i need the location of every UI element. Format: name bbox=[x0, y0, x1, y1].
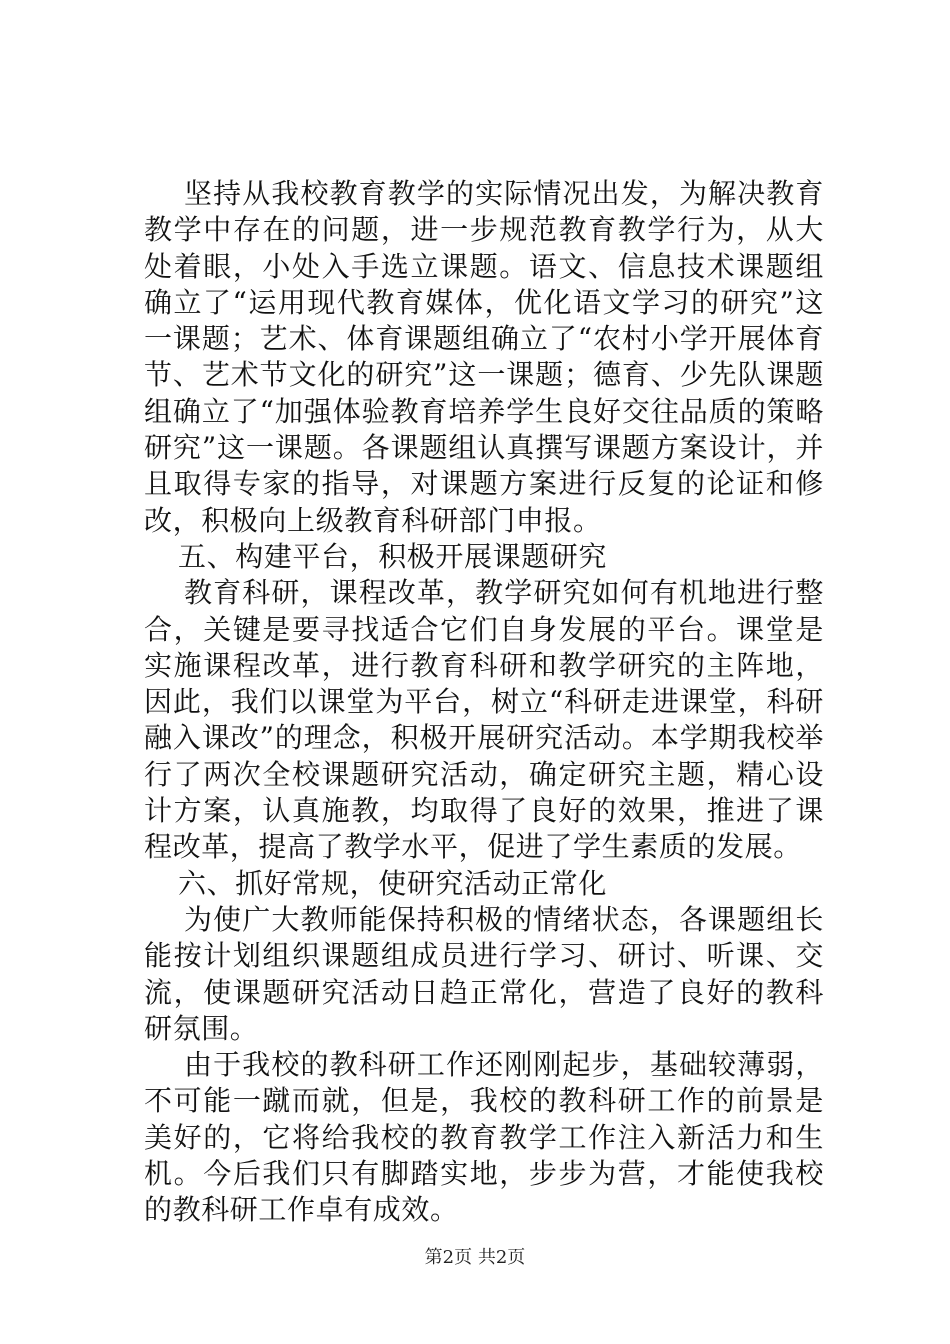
paragraph-conclusion: 由于我校的教科研工作还刚刚起步，基础较薄弱，不可能一蹴而就，但是，我校的教科研工作的前景是美好的，它将给我校的教育教学工作注入新活力和生机。今后我们只有脚踏实地，步步为营，才能使我校的教科研工作卓有成效。 bbox=[144, 1048, 824, 1227]
paragraph-topic-selection: 坚持从我校教育教学的实际情况出发，为解决教育教学中存在的问题，进一步规范教育教学行为，从大处着眼，小处入手选立课题。语文、信息技术课题组确立了“运用现代教育媒体，优化语文学习的研究”这一课题；艺术、体育课题组确立了“农村小学开展体育节、艺术节文化的研究”这一课题；德育、少先队课题组确立了“加强体验教育培养学生良好交往品质的策略研究”这一课题。各课题组认真撰写课题方案设计，并且取得专家的指导，对课题方案进行反复的论证和修改，积极向上级教育科研部门申报。 bbox=[144, 177, 824, 537]
page-number-footer: 第2页 共2页 bbox=[424, 1247, 526, 1268]
paragraph-routine: 为使广大教师能保持积极的情绪状态，各课题组长能按计划组织课题组成员进行学习、研讨、听课、交流，使课题研究活动日趋正常化，营造了良好的教科研氛围。 bbox=[144, 902, 824, 1045]
document-body bbox=[144, 176, 824, 1229]
section-heading-routine: 六、抓好常规，使研究活动正常化 bbox=[178, 866, 608, 900]
paragraph-platform: 教育科研，课程改革，教学研究如何有机地进行整合，关键是要寻找适合它们自身发展的平台。课堂是实施课程改革，进行教育科研和教学研究的主阵地，因此，我们以课堂为平台，树立“科研走进课堂，科研融入课改”的理念，积极开展研究活动。本学期我校举行了两次全校课题研究活动，确定研究主题，精心设计方案，认真施教，均取得了良好的效果，推进了课程改革，提高了教学水平，促进了学生素质的发展。 bbox=[144, 576, 824, 864]
section-heading-platform: 五、构建平台，积极开展课题研究 bbox=[178, 539, 608, 573]
